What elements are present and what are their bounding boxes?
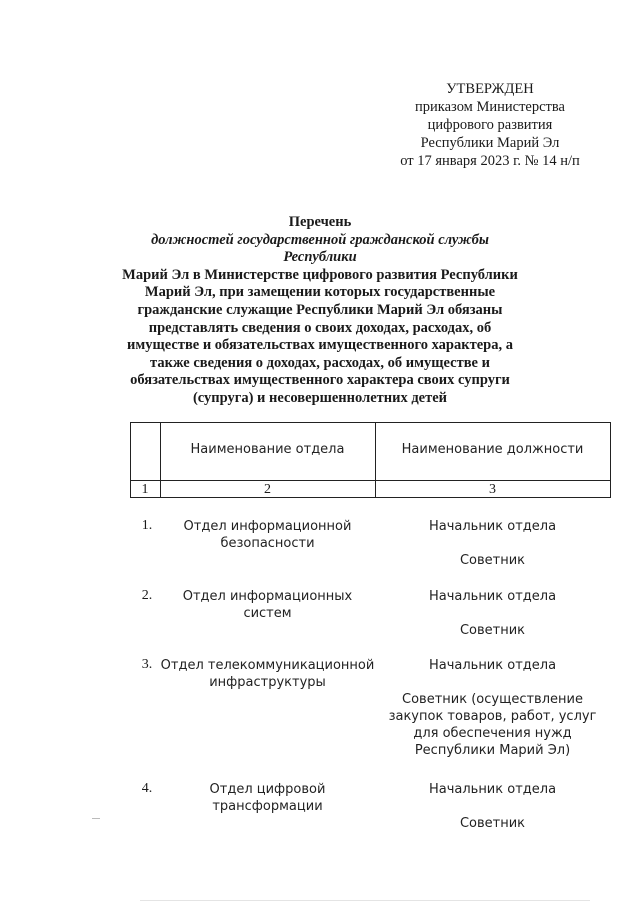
approval-title: УТВЕРЖДЕН (446, 81, 534, 97)
row-number: 2. (141, 588, 153, 603)
approval-line: Республики Марий Эл (420, 135, 560, 151)
row-positions (375, 781, 610, 849)
position-item: Советник (459, 553, 526, 568)
column-number: 2 (264, 482, 271, 497)
row-number: 3. (141, 657, 153, 672)
position-item: Начальник отдела (428, 782, 557, 797)
position-item: Начальник отдела (428, 589, 557, 604)
title-subtitle: должностей государственной гражданской службы Республики (151, 231, 489, 266)
column-number: 1 (141, 482, 149, 497)
table-header-divider (130, 480, 610, 481)
row-number: 4. (141, 781, 153, 796)
row-department: Отдел цифровой трансформации (209, 782, 326, 814)
position-item: Советник (459, 623, 526, 638)
approval-date: от 17 января 2023 г. № 14 н/п (400, 153, 580, 169)
row-positions (375, 657, 610, 776)
position-item: Начальник отдела (428, 658, 557, 673)
column-number: 3 (489, 482, 496, 497)
row-positions (375, 588, 610, 656)
title-heading: Перечень (288, 214, 352, 230)
position-item: Начальник отдела (428, 519, 557, 534)
scan-speck (92, 818, 100, 819)
title-body: Марий Эл в Министерстве цифрового развития Республики Марий Эл, при замещении которых государственные гражданские служащие Республики Марий Эл обязаны представлять сведения о своих доходах, расходах, об имуществе и обязательствах имущественного характера, а также сведения о доходах, расходах, об имуществе и обязательствах имущественного характера своих супруги (супруга) и несовершеннолетних детей (122, 266, 518, 406)
row-positions (375, 518, 610, 586)
table-right-border (610, 422, 611, 498)
row-department: Отдел информационной безопасности (183, 519, 352, 551)
approval-line: приказом Министерства (415, 99, 565, 115)
document-title (118, 214, 522, 408)
row-department: Отдел информационных систем (182, 589, 353, 621)
position-item: Советник (осуществление закупок товаров, работ, услуг для обеспечения нужд Республики Марий Эл) (388, 692, 597, 758)
row-department: Отдел телекоммуникационной инфраструктуры (160, 658, 375, 690)
row-number: 1. (141, 518, 153, 533)
header-position: Наименование должности (401, 442, 584, 457)
header-department: Наименование отдела (190, 442, 345, 457)
approval-block (370, 80, 610, 170)
table-top-border (130, 422, 610, 423)
position-item: Советник (459, 816, 526, 831)
scan-speck (140, 900, 590, 901)
approval-line: цифрового развития (427, 117, 553, 133)
